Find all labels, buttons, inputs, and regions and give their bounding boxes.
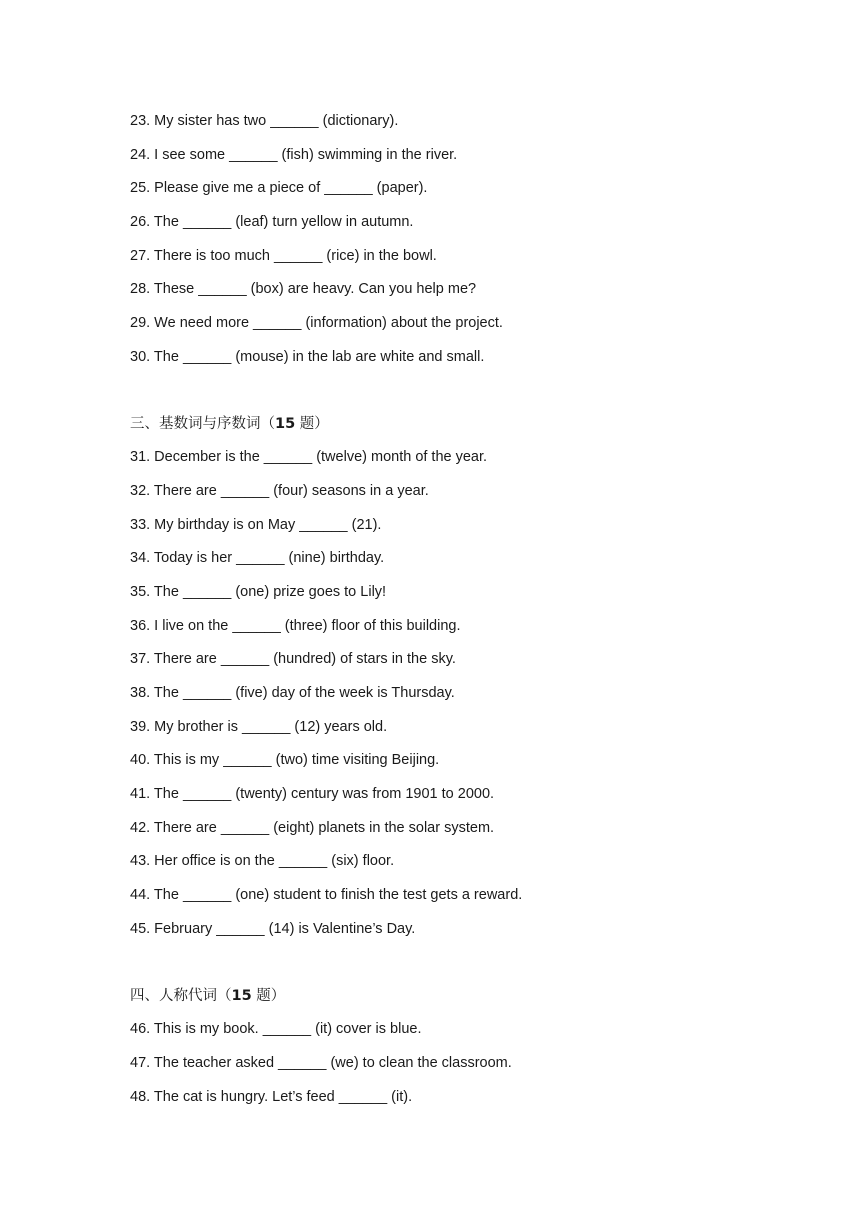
worksheet-content [130,111,770,1120]
question-43: 43. Her office is on the ______ (six) floor. [130,853,395,870]
section-heading-pronouns [130,986,770,1006]
section-spacer [130,381,770,414]
section-heading-numerals [130,414,770,434]
heading-prefix: 四、人称代词（ [130,987,232,1004]
question-32: 32. There are ______ (four) seasons in a year. [130,482,429,499]
question-45: 45. February ______ (14) is Valentine’s Day. [130,920,416,937]
section-pronouns [130,986,770,1107]
question-44: 44. The ______ (one) student to finish the test gets a reward. [130,887,523,904]
question-46: 46. This is my book. ______ (it) cover is blue. [130,1021,422,1038]
question-34: 34. Today is her ______ (nine) birthday. [130,550,385,567]
heading-count: 15 [275,415,296,432]
question-47: 47. The teacher asked ______ (we) to clean the classroom. [130,1054,512,1071]
question-48: 48. The cat is hungry. Let’s feed ______ (it). [130,1088,413,1105]
question-29: 29. We need more ______ (information) about the project. [130,315,503,332]
question-39: 39. My brother is ______ (12) years old. [130,718,388,735]
section-nouns-plural [130,111,770,367]
heading-suffix: 题） [251,987,286,1004]
question-31: 31. December is the ______ (twelve) month of the year. [130,449,488,466]
question-36: 36. I live on the ______ (three) floor of this building. [130,617,461,634]
heading-suffix: 题） [295,415,329,432]
question-35: 35. The ______ (one) prize goes to Lily! [130,583,387,600]
question-41: 41. The ______ (twenty) century was from 1901 to 2000. [130,786,495,803]
question-40: 40. This is my ______ (two) time visiting Beijing. [130,752,440,769]
question-26: 26. The ______ (leaf) turn yellow in autumn. [130,214,414,231]
question-28: 28. These ______ (box) are heavy. Can you help me? [130,281,477,298]
heading-prefix: 三、基数词与序数词（ [130,415,275,432]
heading-count: 15 [231,987,252,1004]
question-33: 33. My birthday is on May ______ (21). [130,516,382,533]
question-25: 25. Please give me a piece of ______ (paper). [130,180,428,197]
question-38: 38. The ______ (five) day of the week is Thursday. [130,685,455,701]
question-42: 42. There are ______ (eight) planets in the solar system. [130,819,495,836]
section-numerals [130,414,770,939]
question-37: 37. There are ______ (hundred) of stars in the sky. [130,651,456,668]
section-spacer [130,953,770,986]
question-23: 23. My sister has two ______ (dictionary). [130,113,399,129]
question-24: 24. I see some ______ (fish) swimming in the river. [130,146,458,163]
question-27: 27. There is too much ______ (rice) in the bowl. [130,247,437,264]
question-30: 30. The ______ (mouse) in the lab are white and small. [130,348,485,365]
